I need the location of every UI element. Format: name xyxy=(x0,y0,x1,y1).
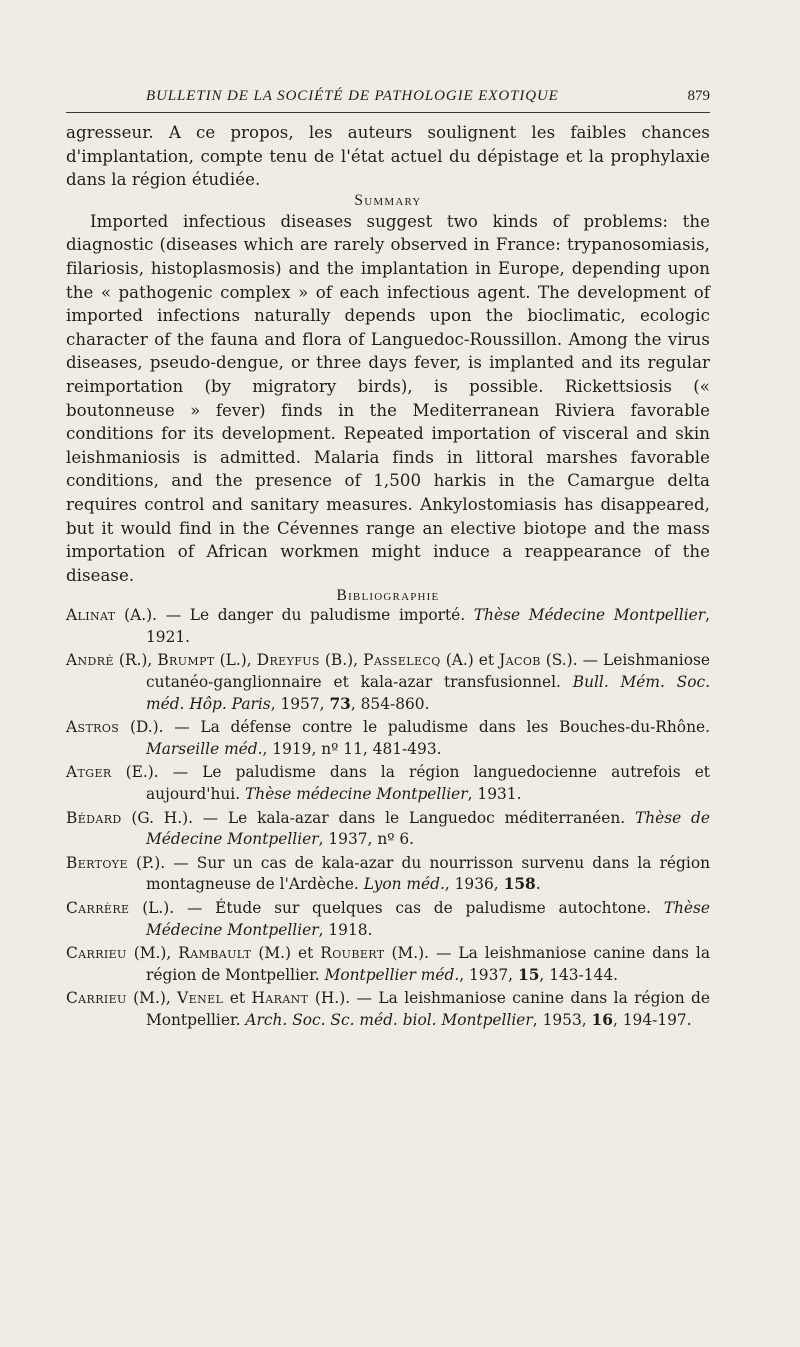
reference-item: Astros (D.). — La défense contre le paludisme dans les Bouches-du-Rhône. Marseille méd., 1919, nº 11, 481-493. xyxy=(66,718,710,758)
header-rule xyxy=(66,112,710,113)
reference-item: Carrère (L.). — Étude sur quelques cas de paludisme autochtone. Thèse Médecine Montpellier, 1918. xyxy=(66,899,710,939)
summary-heading: Summary xyxy=(354,191,422,209)
intro-paragraph: agresseur. A ce propos, les auteurs soulignent les faibles chances d'implantation, compte tenu de l'état actuel du dépistage et la prophylaxie dans la région étudiée. xyxy=(66,123,710,190)
reference-item: André (R.), Brumpt (L.), Dreyfus (B.), Passelecq (A.) et Jacob (S.). — Leishmaniose cutanéo-ganglionnaire et kala-azar transfusionnel. Bull. Mém. Soc. méd. Hôp. Paris, 1957, 73, 854-860. xyxy=(66,651,711,713)
reference-item: Alinat (A.). — Le danger du paludisme importé. Thèse Médecine Montpellier, 1921. xyxy=(66,606,711,646)
reference-item: Carrieu (M.), Rambault (M.) et Roubert (M.). — La leishmaniose canine dans la région de Montpellier. Montpellier méd., 1937, 15, 143-144. xyxy=(66,944,710,984)
journal-title: BULLETIN DE LA SOCIÉTÉ DE PATHOLOGIE EXOTIQUE xyxy=(146,88,559,104)
journal-page xyxy=(66,86,710,1034)
reference-item: Atger (E.). — Le paludisme dans la région languedocienne autrefois et aujourd'hui. Thèse médecine Montpellier, 1931. xyxy=(66,763,710,804)
page-number: 879 xyxy=(687,88,710,104)
running-header xyxy=(66,86,710,112)
bibliography-heading: Bibliographie xyxy=(336,587,440,605)
reference-item: Bédard (G. H.). — Le kala-azar dans le Languedoc méditerranéen. Thèse de Médecine Montpellier, 1937, nº 6. xyxy=(66,808,710,849)
reference-list xyxy=(66,605,710,1031)
summary-paragraph: Imported infectious diseases suggest two kinds of problems: the diagnostic (diseases which are rarely observed in France: trypanosomiasis, filariosis, histoplasmosis) and the implantation in Europe, depending upon the « pathogenic complex » of each infectious agent. The development of imported infections naturally depends upon the bioclimatic, ecologic character of the fauna and flora of Languedoc-Roussillon. Among the virus diseases, pseudo-dengue, or three days fever, is implanted and its regular reimportation (by migratory birds), is possible. Rickettsiosis (« boutonneuse » fever) finds in the Mediterranean Riviera favorable conditions for its development. Repeated importation of visceral and skin leishmaniosis is admitted. Malaria finds in littoral marshes favorable conditions, and the presence of 1,500 harkis in the Camargue delta requires control and sanitary measures. Ankylostomiasis has disappeared, but it would find in the Cévennes range an elective biotope and the mass importation of African workmen might induce a reappearance of the disease. xyxy=(66,211,710,585)
reference-item: Carrieu (M.), Venel et Harant (H.). — La leishmaniose canine dans la région de Montpellier. Arch. Soc. Sc. méd. biol. Montpellier, 1953, 16, 194-197. xyxy=(66,989,711,1029)
reference-item: Bertoye (P.). — Sur un cas de kala-azar du nourrisson survenu dans la région montagneuse de l'Ardèche. Lyon méd., 1936, 158. xyxy=(66,853,710,894)
